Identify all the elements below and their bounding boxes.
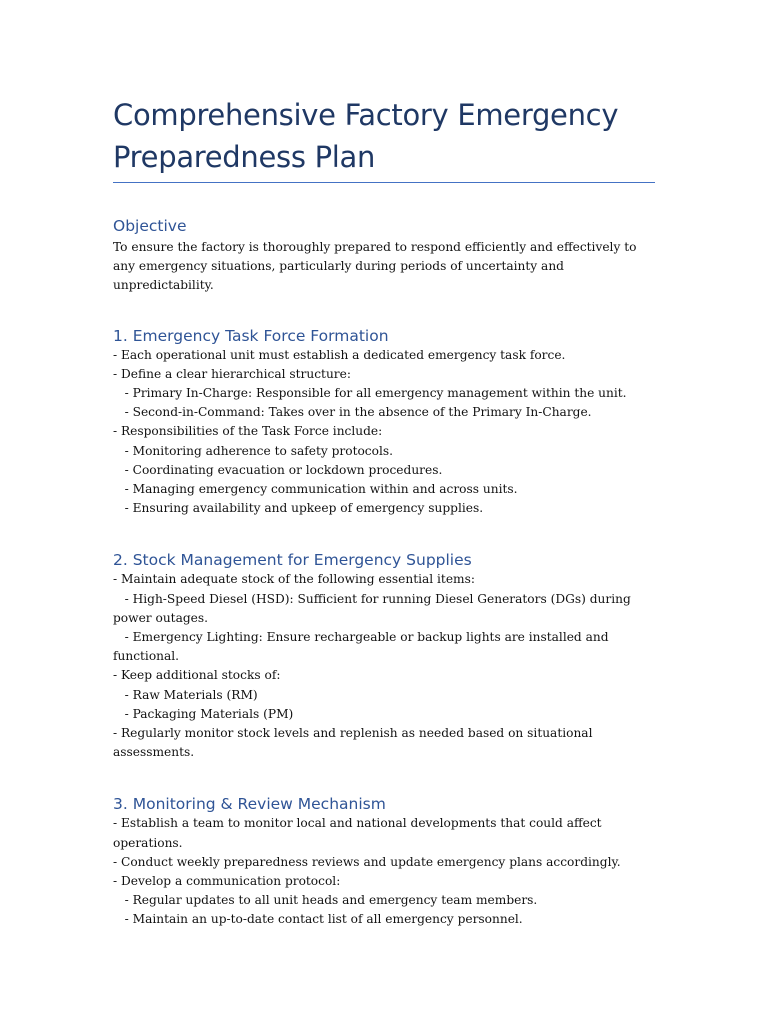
section-heading: 3. Monitoring & Review Mechanism (113, 795, 386, 814)
section-lines (113, 346, 655, 519)
section-lines (113, 570, 655, 762)
section-lines (113, 814, 655, 929)
objective-heading: Objective (113, 217, 187, 235)
section-stock-management (113, 550, 655, 762)
list-item: - Maintain an up-to-date contact list of all emergency personnel. (113, 912, 523, 927)
list-item: - Maintain adequate stock of the following essential items: (113, 572, 475, 587)
section-heading: 2. Stock Management for Emergency Supplies (113, 551, 472, 570)
list-item: - Ensuring availability and upkeep of emergency supplies. (113, 501, 484, 516)
list-item: - Packaging Materials (PM) (113, 706, 294, 721)
list-item: - Regular updates to all unit heads and emergency team members. (113, 893, 538, 908)
list-item: - Regularly monitor stock levels and replenish as needed based on situational assessments. (113, 726, 597, 760)
section-heading: 1. Emergency Task Force Formation (113, 326, 389, 345)
page-title: Comprehensive Factory Emergency Preparedness Plan (113, 98, 619, 174)
list-item: - Responsibilities of the Task Force include: (113, 424, 383, 439)
list-item: - Raw Materials (RM) (113, 687, 258, 702)
list-item: - Coordinating evacuation or lockdown procedures. (113, 462, 443, 477)
objective-text: To ensure the factory is thoroughly prepared to respond efficiently and effectively to any emergency situations, particularly during periods of uncertainty and unpredictability. (113, 240, 637, 293)
list-item: - Each operational unit must establish a dedicated emergency task force. (113, 347, 566, 362)
list-item: - Conduct weekly preparedness reviews and update emergency plans accordingly. (113, 854, 621, 869)
title-divider (113, 182, 655, 183)
list-item: - Establish a team to monitor local and national developments that could affect operations. (113, 816, 606, 850)
list-item: - Managing emergency communication within and across units. (113, 482, 518, 497)
list-item: - Develop a communication protocol: (113, 874, 341, 889)
list-item: - Keep additional stocks of: (113, 668, 281, 683)
list-item: - Monitoring adherence to safety protocols. (113, 443, 393, 458)
list-item: - Primary In-Charge: Responsible for all emergency management within the unit. (113, 386, 627, 401)
list-item: - High-Speed Diesel (HSD): Sufficient for running Diesel Generators (DGs) during power outages. (113, 591, 635, 625)
document-page (113, 94, 655, 930)
list-item: - Second-in-Command: Takes over in the absence of the Primary In-Charge. (113, 405, 592, 420)
list-item: - Emergency Lighting: Ensure rechargeable or backup lights are installed and functional. (113, 630, 613, 664)
list-item: - Define a clear hierarchical structure: (113, 366, 351, 381)
section-monitoring-review (113, 794, 655, 929)
section-task-force (113, 326, 655, 519)
